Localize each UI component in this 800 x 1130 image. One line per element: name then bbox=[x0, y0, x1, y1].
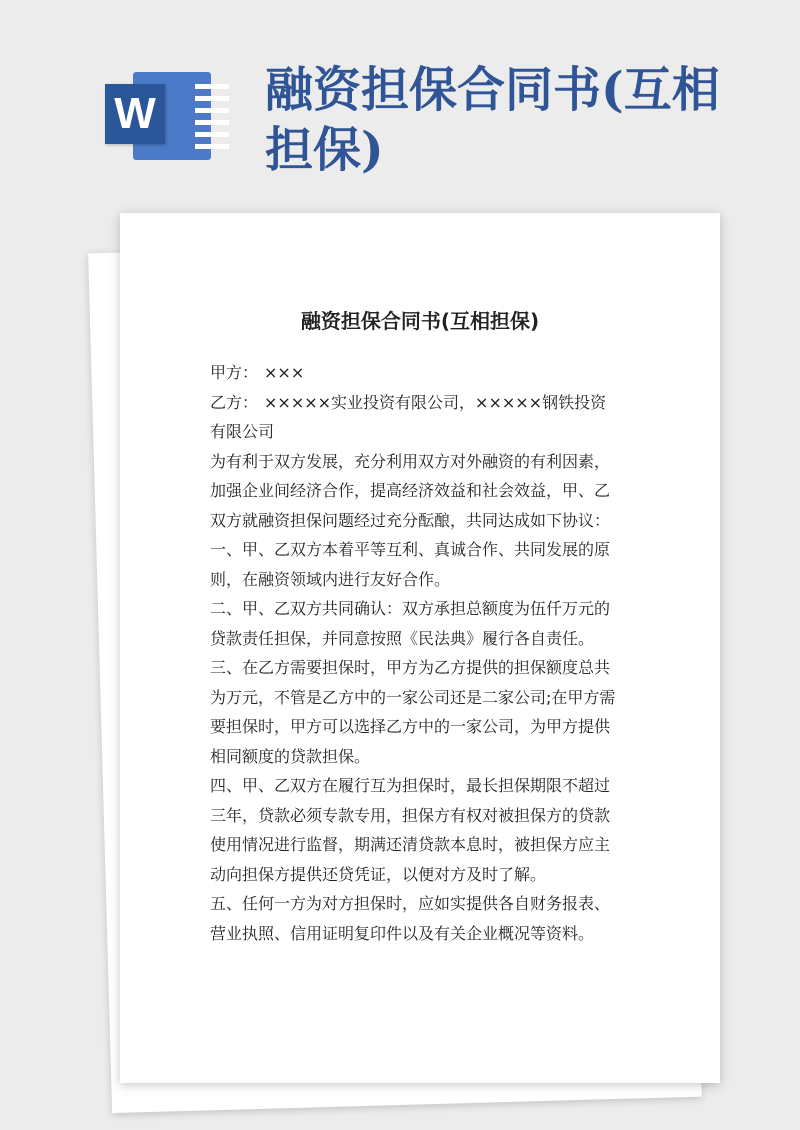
party-a-line bbox=[210, 358, 622, 388]
party-b-label: 乙方： bbox=[210, 392, 259, 412]
paragraph: 三、在乙方需要担保时，甲方为乙方提供的担保额度总共为万元，不管是乙方中的一家公司还是二家公司;在甲方需要担保时，甲方可以选择乙方中的一家公司，为甲方提供相同额度的贷款担保。 bbox=[210, 658, 616, 766]
paragraph: 四、甲、乙双方在履行互为担保时，最长担保期限不超过三年，贷款必须专款专用，担保方有权对被担保方的贷款使用情况进行监督，期满还清贷款本息时，被担保方应主动向担保方提供还贷凭证，以便对方及时了解。 bbox=[210, 776, 611, 884]
party-b-line bbox=[210, 388, 622, 447]
party-a-label: 甲方： bbox=[210, 363, 259, 382]
document-title: 融资担保合同书(互相担保) bbox=[300, 309, 540, 333]
document-body bbox=[210, 358, 622, 948]
paragraph: 五、任何一方为对方担保时，应如实提供各自财务报表、营业执照、信用证明复印件以及有关企业概况等资料。 bbox=[210, 894, 611, 943]
banner-title: 融资担保合同书(互相担保) bbox=[265, 62, 720, 178]
paragraph: 一、甲、乙双方本着平等互利、真诚合作、共同发展的原则，在融资领域内进行友好合作。 bbox=[210, 540, 611, 589]
party-a-value: ××× bbox=[264, 363, 305, 382]
paragraph: 二、甲、乙双方共同确认：双方承担总额度为伍仟万元的贷款责任担保，并同意按照《民法典》履行各自责任。 bbox=[210, 599, 611, 648]
word-icon: W bbox=[105, 84, 165, 144]
document-page bbox=[120, 213, 720, 1083]
paragraph: 为有利于双方发展，充分利用双方对外融资的有利因素，加强企业间经济合作，提高经济效益和社会效益，甲、乙双方就融资担保问题经过充分酝酿，共同达成如下协议： bbox=[210, 451, 611, 530]
party-b-value: ×××××实业投资有限公司，×××××钢铁投资有限公司 bbox=[210, 392, 607, 441]
word-app-logo bbox=[105, 72, 215, 162]
